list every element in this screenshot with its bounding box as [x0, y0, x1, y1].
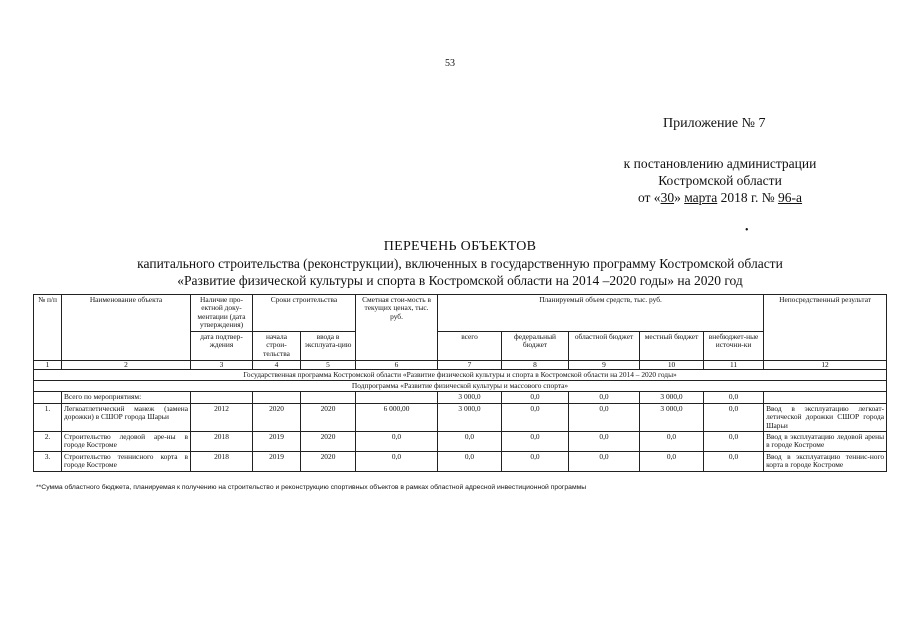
row-total: 0,0	[438, 431, 502, 451]
row-commission: 2020	[301, 451, 356, 471]
total-empty-cost	[356, 392, 438, 403]
total-empty-docs	[191, 392, 253, 403]
row-start: 2019	[253, 451, 301, 471]
row-cost: 0,0	[356, 431, 438, 451]
total-empty-result	[764, 392, 887, 403]
row-result: Ввод в эксплуатацию ледовой арены в городе Костроме	[764, 431, 887, 451]
decree-date-prefix: от «	[637, 190, 661, 205]
program-row	[34, 369, 887, 380]
table-row	[34, 431, 887, 451]
row-num: 2.	[34, 431, 62, 451]
program-title: Государственная программа Костромской области «Развитие физической культуры и спорта в Костромской области на 2014 – 2020 годы»	[34, 369, 887, 380]
header-commission: ввода в эксплуата-цию	[301, 332, 356, 361]
total-regional: 0,0	[569, 392, 640, 403]
row-cost: 6 000,00	[356, 403, 438, 431]
decree-date-line	[560, 189, 880, 206]
row-name: Строительство ледовой аре-ны в городе Костроме	[62, 431, 191, 451]
header-total: всего	[438, 332, 502, 361]
total-local: 3 000,0	[640, 392, 704, 403]
title-line-3: «Развитие физической культуры и спорта в Костромской области на 2014 –2020 годы» на 2020 год	[177, 273, 743, 288]
header-local: местный бюджет	[640, 332, 704, 361]
row-local: 0,0	[640, 451, 704, 471]
column-number: 9	[569, 361, 640, 370]
scan-mark: •	[745, 225, 749, 236]
decree-month: марта	[684, 190, 718, 205]
row-start: 2020	[253, 403, 301, 431]
header-cost: Сметная стои-мость в текущих ценах, тыс. руб.	[356, 295, 438, 361]
row-num: 3.	[34, 451, 62, 471]
row-extra: 0,0	[704, 431, 764, 451]
row-extra: 0,0	[704, 403, 764, 431]
row-commission: 2020	[301, 403, 356, 431]
column-number: 11	[704, 361, 764, 370]
row-federal: 0,0	[502, 451, 569, 471]
decree-number: 96-а	[778, 190, 803, 205]
header-num: № п/п	[34, 295, 62, 361]
row-name: Легкоатлетический манеж (замена дорожки) в СШОР города Шарьи	[62, 403, 191, 431]
row-local: 3 000,0	[640, 403, 704, 431]
row-num: 1.	[34, 403, 62, 431]
header-name: Наименование объекта	[62, 295, 191, 361]
column-number: 10	[640, 361, 704, 370]
row-federal: 0,0	[502, 403, 569, 431]
row-total: 3 000,0	[438, 403, 502, 431]
total-federal: 0,0	[502, 392, 569, 403]
header-extra: внебюджет-ные источни-ки	[704, 332, 764, 361]
decree-reference	[560, 155, 880, 206]
objects-table	[33, 294, 887, 472]
header-regional: областной бюджет	[569, 332, 640, 361]
total-sum: 3 000,0	[438, 392, 502, 403]
column-number: 2	[62, 361, 191, 370]
total-row	[34, 392, 887, 403]
row-name: Строительство теннисного корта в городе Костроме	[62, 451, 191, 471]
total-label: Всего по мероприятиям:	[62, 392, 191, 403]
header-planned: Планируемый объем средств, тыс. руб.	[438, 295, 764, 332]
total-empty-start	[253, 392, 301, 403]
column-number: 8	[502, 361, 569, 370]
appendix-label: Приложение № 7	[663, 116, 766, 131]
row-commission: 2020	[301, 431, 356, 451]
row-docs: 2012	[191, 403, 253, 431]
row-regional: 0,0	[569, 451, 640, 471]
footnote: **Сумма областного бюджета, планируемая к получению на строительство и реконструкцию спортивных объектов в рамках областной адресной инвестиционной программы	[36, 484, 587, 491]
row-cost: 0,0	[356, 451, 438, 471]
row-regional: 0,0	[569, 431, 640, 451]
header-federal: федеральный бюджет	[502, 332, 569, 361]
header-result: Непосредственный результат	[764, 295, 887, 361]
header-row-1	[34, 295, 887, 332]
decree-day: 30	[660, 190, 675, 205]
column-number: 6	[356, 361, 438, 370]
column-number: 12	[764, 361, 887, 370]
document-title	[0, 238, 900, 289]
header-docs: Наличие про-ектной доку-ментации (дата утверждения)	[191, 295, 253, 332]
subprogram-row	[34, 380, 887, 391]
row-local: 0,0	[640, 431, 704, 451]
decree-year: 2018 г. №	[717, 190, 779, 205]
column-number: 4	[253, 361, 301, 370]
decree-date-mid: »	[674, 190, 685, 205]
column-number: 1	[34, 361, 62, 370]
column-number: 3	[191, 361, 253, 370]
row-extra: 0,0	[704, 451, 764, 471]
table-row	[34, 451, 887, 471]
header-terms: Сроки строительства	[253, 295, 356, 332]
column-numbers-row	[34, 361, 887, 370]
row-total: 0,0	[438, 451, 502, 471]
title-line-1: ПЕРЕЧЕНЬ ОБЪЕКТОВ	[383, 239, 537, 254]
row-regional: 0,0	[569, 403, 640, 431]
page-number: 53	[445, 58, 455, 69]
header-docs-sub: дата подтвер-ждения	[191, 332, 253, 361]
decree-line-1: к постановлению администрации	[623, 156, 817, 171]
column-number: 7	[438, 361, 502, 370]
row-start: 2019	[253, 431, 301, 451]
total-empty-commission	[301, 392, 356, 403]
row-docs: 2018	[191, 451, 253, 471]
row-docs: 2018	[191, 431, 253, 451]
decree-line-2: Костромской области	[658, 173, 782, 188]
column-number: 5	[301, 361, 356, 370]
table-row	[34, 403, 887, 431]
row-result: Ввод в эксплуатацию теннис-ного корта в городе Костроме	[764, 451, 887, 471]
row-federal: 0,0	[502, 431, 569, 451]
subprogram-title: Подпрограмма «Развитие физической культуры и массового спорта»	[34, 380, 887, 391]
total-extra: 0,0	[704, 392, 764, 403]
row-result: Ввод в эксплуатацию легкоат-летической дорожки СШОР города Шарьи	[764, 403, 887, 431]
header-start: начала строи-тельства	[253, 332, 301, 361]
title-line-2: капитального строительства (реконструкции), включенных в государственную программу Костромской области	[137, 256, 783, 271]
total-empty-num	[34, 392, 62, 403]
